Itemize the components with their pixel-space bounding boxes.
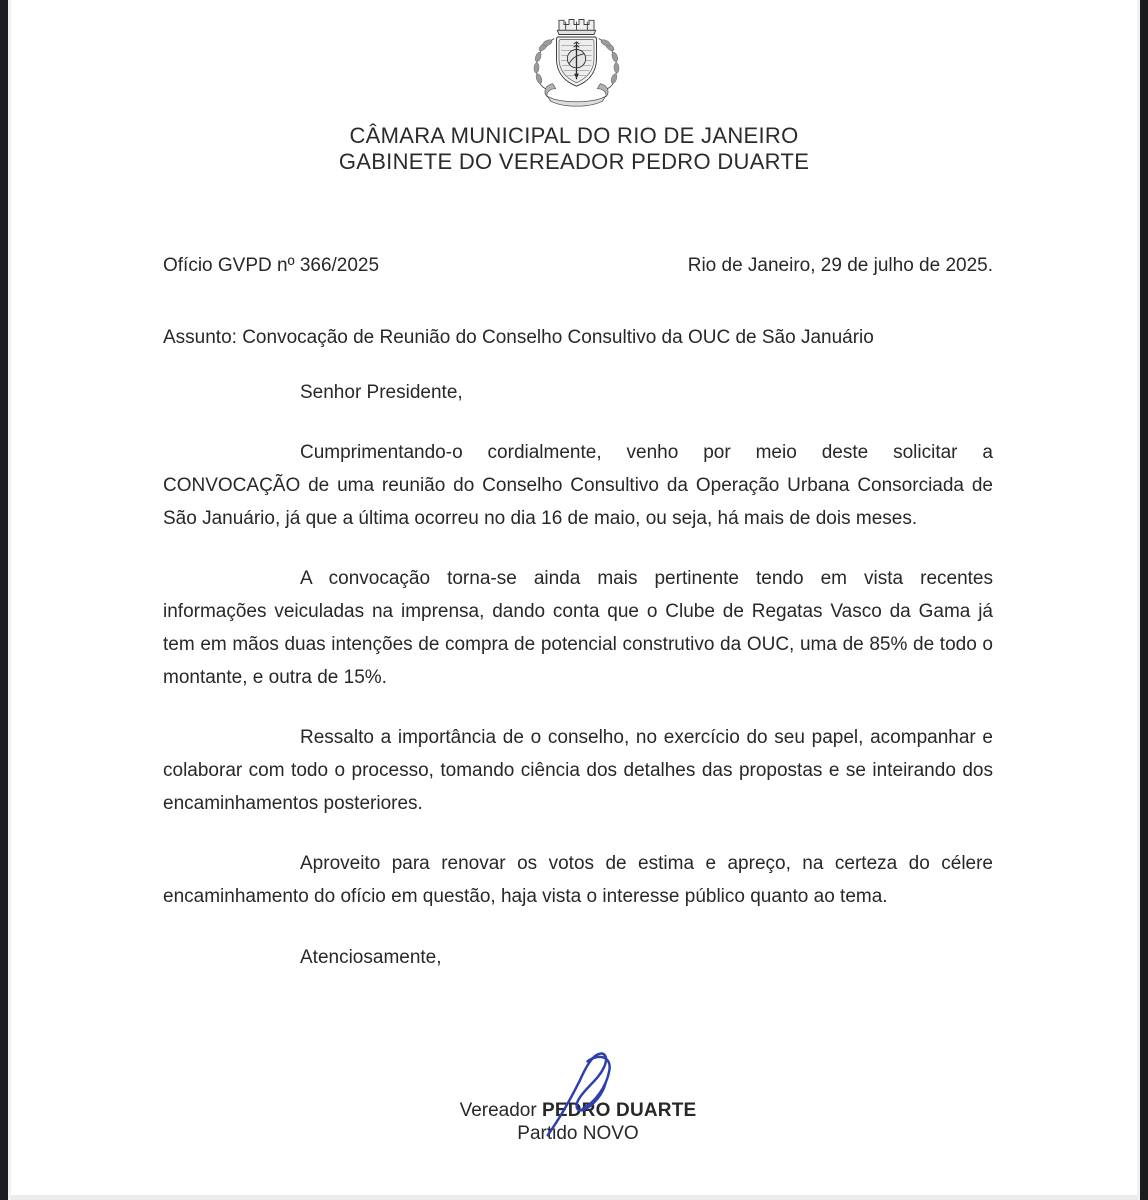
- page-bottom-edge: [11, 1195, 1137, 1200]
- signature-name: PEDRO DUARTE: [541, 1100, 697, 1121]
- org-name-line1: CÂMARA MUNICIPAL DO RIO DE JANEIRO: [349, 123, 799, 148]
- closing-word: Atenciosamente,: [300, 947, 442, 968]
- salutation: Senhor Presidente,: [300, 382, 463, 403]
- oficio-number: Ofício GVPD nº 366/2025: [163, 255, 380, 276]
- letter-paragraph: Cumprimentando-o cordialmente, venho por meio deste solicitar a CONVOCAÇÃO de uma reunião do Conselho Consultivo da Operação Urbana Consorciada de São Januário, já que a última ocorreu no dia 16 de maio, ou seja, há mais de dois meses.: [163, 442, 993, 529]
- rio-coat-of-arms-icon: [515, 12, 633, 112]
- letterhead-crest: [11, 12, 1137, 117]
- letter-paragraph: A convocação torna-se ainda mais pertinente tendo em vista recentes informações veiculadas na imprensa, dando conta que o Clube de Regatas Vasco da Gama já tem em mãos duas intenções de compra de potencial construtivo da OUC, uma de 85% de todo o montante, e outra de 15%.: [163, 568, 993, 688]
- letter-body: [11, 253, 1137, 1145]
- letter-paragraph: Ressalto a importância de o conselho, no exercício do seu papel, acompanhar e colaborar com todo o processo, tomando ciência dos detalhes das propostas e se inteirando dos encaminhamentos posteriores.: [163, 727, 993, 814]
- place-and-date: Rio de Janeiro, 29 de julho de 2025.: [687, 255, 993, 276]
- signature-block: [163, 1100, 993, 1145]
- subject-line: Assunto: Convocação de Reunião do Conselho Consultivo da OUC de São Januário: [163, 327, 874, 348]
- reference-row: [163, 253, 993, 279]
- letter-page: [8, 0, 1140, 1200]
- signature-party: Partido NOVO: [517, 1123, 639, 1144]
- org-name-line2: GABINETE DO VEREADOR PEDRO DUARTE: [338, 149, 810, 174]
- signature-title: Vereador: [459, 1100, 542, 1121]
- letter-paragraph: Aproveito para renovar os votos de estima e apreço, na certeza do célere encaminhamento do ofício em questão, haja vista o interesse público quanto ao tema.: [163, 853, 993, 907]
